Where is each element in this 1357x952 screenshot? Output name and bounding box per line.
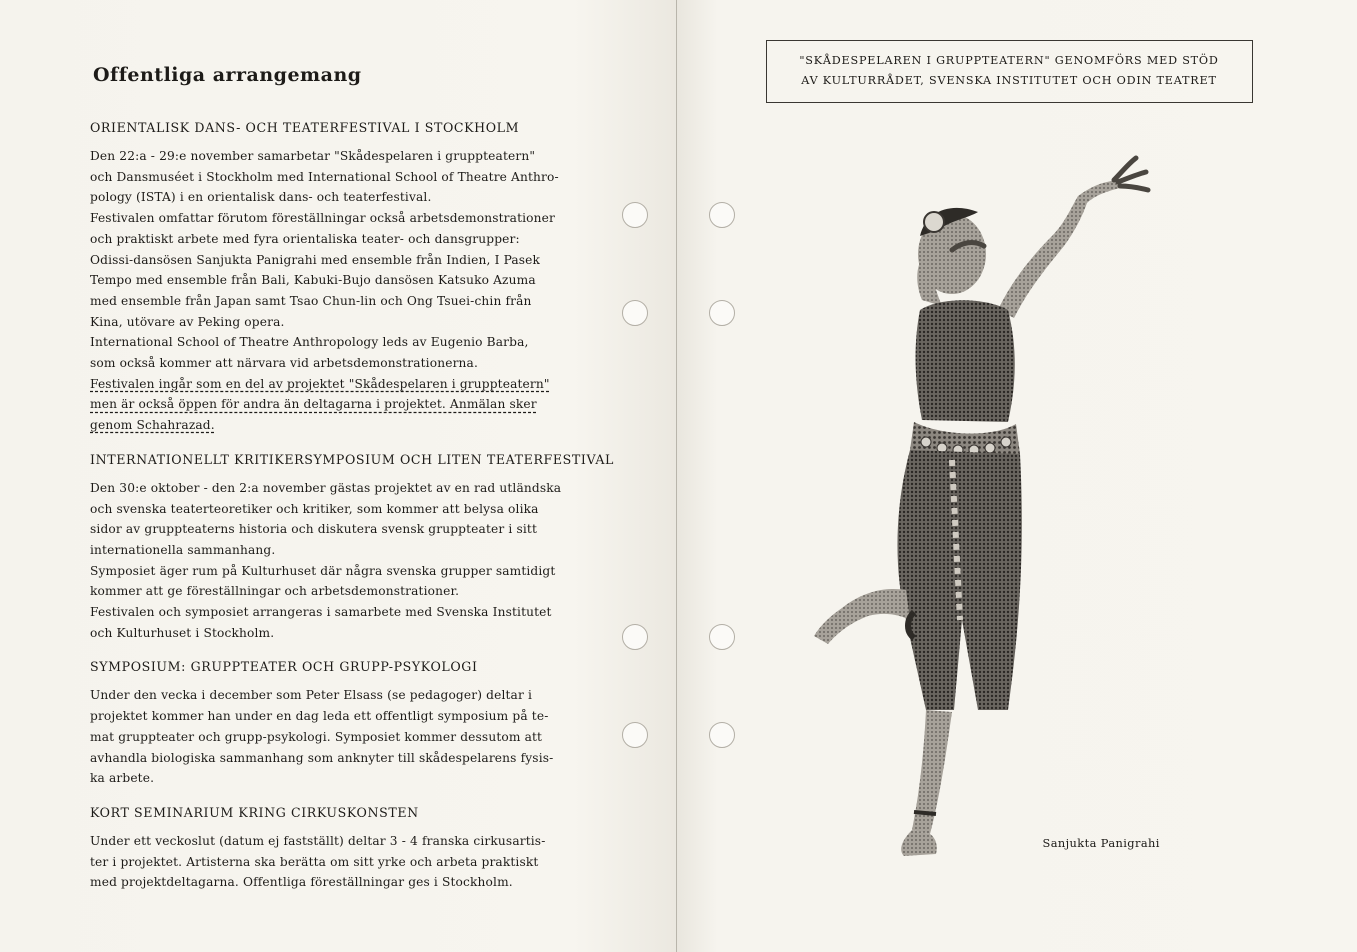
section-title: INTERNATIONELLT KRITIKERSYMPOSIUM OCH LITEN TEATERFESTIVAL — [90, 451, 614, 467]
sponsor-notice-box — [766, 40, 1253, 103]
text-line: International School of Theatre Anthropology leds av Eugenio Barba, — [90, 335, 529, 350]
section-title: SYMPOSIUM: GRUPPTEATER OCH GRUPP-PSYKOLOGI — [90, 659, 478, 675]
dancer-figure — [814, 158, 1148, 856]
section-title: KORT SEMINARIUM KRING CIRKUSKONSTEN — [90, 804, 419, 820]
section-body — [90, 831, 635, 893]
text-line: Kina, utövare av Peking opera. — [90, 314, 285, 329]
text-line: som också kommer att närvara vid arbetsdemonstrationerna. — [90, 356, 478, 371]
binder-hole — [622, 202, 648, 228]
text-line: Den 22:a - 29:e november samarbetar "Skådespelaren i gruppteatern" — [90, 149, 536, 163]
text-line: Under den vecka i december som Peter Elsass (se pedagoger) deltar i — [90, 688, 533, 703]
photo-caption: Sanjukta Panigrahi — [1042, 836, 1160, 850]
section-body — [90, 685, 635, 789]
text-line: internationella sammanhang. — [90, 542, 276, 557]
page-heading: Offentliga arrangemang — [93, 64, 362, 86]
section-body — [90, 146, 635, 436]
text-line: avhandla biologiska sammanhang som anknyter till skådespelarens fysis- — [90, 750, 554, 765]
section-kritikersymposium — [90, 450, 635, 644]
text-line: pology (ISTA) i en orientalisk dans- och teaterfestival. — [90, 190, 432, 205]
binder-hole — [709, 722, 735, 748]
text-line: och Kulturhuset i Stockholm. — [90, 625, 275, 640]
section-orientalisk-festival — [90, 118, 635, 436]
underlined-line: men är också öppen för andra än deltagarna i projektet. Anmälan sker — [90, 397, 537, 412]
section-gruppteater-symposium — [90, 657, 635, 789]
text-line: Odissi-dansösen Sanjukta Panigrahi med ensemble från Indien, I Pasek — [90, 252, 541, 267]
underlined-line: Festivalen ingår som en del av projektet "Skådespelaren i gruppteatern" — [90, 376, 550, 391]
text-line: sidor av gruppteaterns historia och diskutera svensk gruppteater i sitt — [90, 522, 537, 537]
text-line: ter i projektet. Artisterna ska berätta om sitt yrke och arbeta praktiskt — [90, 854, 539, 869]
text-line: och svenska teaterteoretiker och kritiker, som kommer att belysa olika — [90, 501, 539, 516]
binder-hole — [709, 300, 735, 326]
section-cirkusseminarium — [90, 803, 635, 893]
text-line: med projektdeltagarna. Offentliga föreställningar ges i Stockholm. — [90, 875, 513, 890]
text-line: Tempo med ensemble från Bali, Kabuki-Bujo dansösen Katsuko Azuma — [90, 273, 536, 288]
dancer-photo — [802, 150, 1172, 870]
binder-hole — [622, 624, 648, 650]
section-body — [90, 478, 635, 644]
text-line: och Dansmuséet i Stockholm med International School of Theatre Anthro- — [90, 169, 559, 184]
section-title: ORIENTALISK DANS- OCH TEATERFESTIVAL I STOCKHOLM — [90, 120, 520, 135]
text-line: kommer att ge föreställningar och arbetsdemonstrationer. — [90, 584, 460, 599]
binder-hole — [622, 300, 648, 326]
text-line: och praktiskt arbete med fyra orientaliska teater- och dansgrupper: — [90, 231, 520, 246]
text-line: Festivalen och symposiet arrangeras i samarbete med Svenska Institutet — [90, 605, 552, 620]
binder-hole — [622, 722, 648, 748]
binder-hole — [709, 624, 735, 650]
left-page-content — [90, 118, 635, 893]
text-line: projektet kommer han under en dag leda ett offentligt symposium på te- — [90, 709, 549, 724]
text-line: Under ett veckoslut (datum ej fastställt) deltar 3 - 4 franska cirkusartis- — [90, 833, 546, 848]
right-page — [677, 0, 1357, 952]
text-line: mat gruppteater och grupp-psykologi. Symposiet kommer dessutom att — [90, 729, 543, 744]
binder-hole — [709, 202, 735, 228]
notice-line: AV KULTURRÅDET, SVENSKA INSTITUTET OCH ODIN TEATRET — [801, 74, 1217, 87]
text-line: Den 30:e oktober - den 2:a november gästas projektet av en rad utländska — [90, 480, 562, 495]
text-line: med ensemble från Japan samt Tsao Chun-lin och Ong Tsuei-chin från — [90, 293, 532, 308]
text-line: Symposiet äger rum på Kulturhuset där några svenska grupper samtidigt — [90, 563, 556, 578]
underlined-line: genom Schahrazad. — [90, 418, 215, 433]
left-page — [0, 0, 676, 952]
text-line: ka arbete. — [90, 771, 155, 786]
text-line: Festivalen omfattar förutom föreställningar också arbetsdemonstrationer — [90, 211, 555, 226]
notice-line: "SKÅDESPELAREN I GRUPPTEATERN" GENOMFÖRS MED STÖD — [799, 54, 1219, 67]
